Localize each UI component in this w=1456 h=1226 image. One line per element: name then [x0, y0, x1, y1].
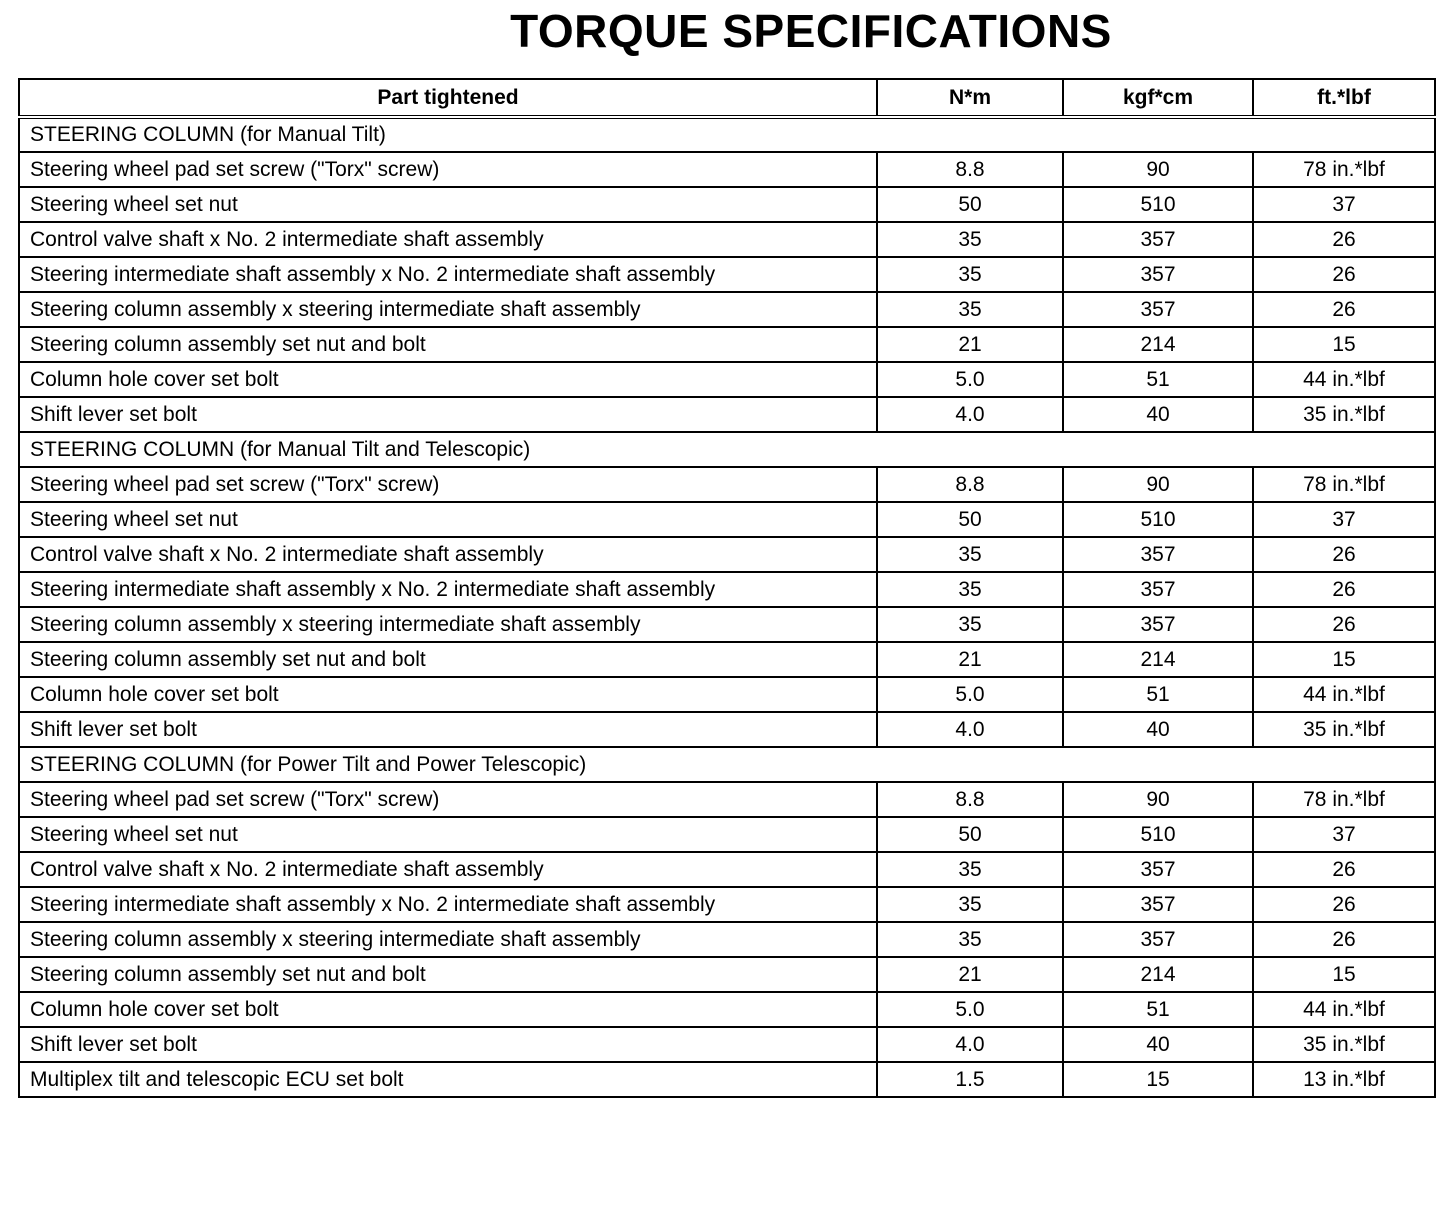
nm-cell: 8.8 — [877, 782, 1063, 817]
table-header-row — [19, 79, 1435, 117]
table-body — [19, 117, 1435, 1097]
kgf-cell: 40 — [1063, 712, 1253, 747]
kgf-cell: 357 — [1063, 222, 1253, 257]
table-row — [19, 1062, 1435, 1097]
ft-lbf-cell: 44 in.*lbf — [1253, 362, 1435, 397]
kgf-cell: 51 — [1063, 992, 1253, 1027]
kgf-cell: 357 — [1063, 887, 1253, 922]
ft-lbf-cell: 26 — [1253, 852, 1435, 887]
ft-lbf-cell: 44 in.*lbf — [1253, 992, 1435, 1027]
kgf-cell: 51 — [1063, 362, 1253, 397]
kgf-cell: 510 — [1063, 502, 1253, 537]
kgf-cell: 357 — [1063, 292, 1253, 327]
nm-cell: 5.0 — [877, 677, 1063, 712]
nm-cell: 50 — [877, 187, 1063, 222]
column-header-ft: ft.*lbf — [1253, 79, 1435, 117]
section-header-row — [19, 747, 1435, 782]
kgf-cell: 40 — [1063, 1027, 1253, 1062]
ft-lbf-cell: 26 — [1253, 537, 1435, 572]
nm-cell: 35 — [877, 537, 1063, 572]
part-cell: Shift lever set bolt — [19, 397, 877, 432]
kgf-cell: 214 — [1063, 957, 1253, 992]
ft-lbf-cell: 26 — [1253, 607, 1435, 642]
table-row — [19, 992, 1435, 1027]
table-row — [19, 362, 1435, 397]
table-row — [19, 852, 1435, 887]
nm-cell: 35 — [877, 257, 1063, 292]
nm-cell: 35 — [877, 222, 1063, 257]
kgf-cell: 51 — [1063, 677, 1253, 712]
table-row — [19, 327, 1435, 362]
nm-cell: 21 — [877, 327, 1063, 362]
ft-lbf-cell: 37 — [1253, 817, 1435, 852]
ft-lbf-cell: 35 in.*lbf — [1253, 712, 1435, 747]
table-row — [19, 642, 1435, 677]
kgf-cell: 214 — [1063, 642, 1253, 677]
nm-cell: 5.0 — [877, 992, 1063, 1027]
part-cell: Steering intermediate shaft assembly x No. 2 intermediate shaft assembly — [19, 572, 877, 607]
table-row — [19, 187, 1435, 222]
table-row — [19, 152, 1435, 187]
ft-lbf-cell: 26 — [1253, 257, 1435, 292]
part-cell: Steering column assembly x steering intermediate shaft assembly — [19, 922, 877, 957]
ft-lbf-cell: 37 — [1253, 187, 1435, 222]
part-cell: Steering wheel pad set screw ("Torx" screw) — [19, 467, 877, 502]
table-row — [19, 222, 1435, 257]
kgf-cell: 510 — [1063, 817, 1253, 852]
table-row — [19, 397, 1435, 432]
section-heading: STEERING COLUMN (for Manual Tilt and Telescopic) — [19, 432, 1435, 467]
nm-cell: 4.0 — [877, 397, 1063, 432]
nm-cell: 35 — [877, 572, 1063, 607]
kgf-cell: 357 — [1063, 537, 1253, 572]
ft-lbf-cell: 35 in.*lbf — [1253, 1027, 1435, 1062]
table-row — [19, 922, 1435, 957]
kgf-cell: 357 — [1063, 572, 1253, 607]
table-row — [19, 677, 1435, 712]
part-cell: Column hole cover set bolt — [19, 677, 877, 712]
kgf-cell: 510 — [1063, 187, 1253, 222]
part-cell: Steering wheel set nut — [19, 187, 877, 222]
kgf-cell: 40 — [1063, 397, 1253, 432]
nm-cell: 35 — [877, 922, 1063, 957]
nm-cell: 8.8 — [877, 467, 1063, 502]
table-row — [19, 257, 1435, 292]
ft-lbf-cell: 44 in.*lbf — [1253, 677, 1435, 712]
torque-specifications-table — [18, 78, 1436, 1098]
nm-cell: 35 — [877, 292, 1063, 327]
part-cell: Shift lever set bolt — [19, 712, 877, 747]
kgf-cell: 90 — [1063, 467, 1253, 502]
table-row — [19, 607, 1435, 642]
nm-cell: 1.5 — [877, 1062, 1063, 1097]
table-row — [19, 502, 1435, 537]
table-row — [19, 292, 1435, 327]
part-cell: Steering wheel pad set screw ("Torx" screw) — [19, 152, 877, 187]
table-row — [19, 467, 1435, 502]
kgf-cell: 357 — [1063, 922, 1253, 957]
nm-cell: 8.8 — [877, 152, 1063, 187]
nm-cell: 4.0 — [877, 1027, 1063, 1062]
kgf-cell: 90 — [1063, 782, 1253, 817]
nm-cell: 50 — [877, 817, 1063, 852]
section-header-row — [19, 117, 1435, 152]
ft-lbf-cell: 37 — [1253, 502, 1435, 537]
part-cell: Control valve shaft x No. 2 intermediate shaft assembly — [19, 537, 877, 572]
ft-lbf-cell: 78 in.*lbf — [1253, 467, 1435, 502]
table-row — [19, 1027, 1435, 1062]
kgf-cell: 357 — [1063, 852, 1253, 887]
ft-lbf-cell: 26 — [1253, 222, 1435, 257]
part-cell: Control valve shaft x No. 2 intermediate shaft assembly — [19, 222, 877, 257]
part-cell: Steering column assembly set nut and bolt — [19, 957, 877, 992]
ft-lbf-cell: 35 in.*lbf — [1253, 397, 1435, 432]
table-row — [19, 957, 1435, 992]
kgf-cell: 357 — [1063, 607, 1253, 642]
section-heading: STEERING COLUMN (for Power Tilt and Power Telescopic) — [19, 747, 1435, 782]
ft-lbf-cell: 26 — [1253, 292, 1435, 327]
part-cell: Steering column assembly x steering intermediate shaft assembly — [19, 607, 877, 642]
nm-cell: 35 — [877, 887, 1063, 922]
nm-cell: 5.0 — [877, 362, 1063, 397]
part-cell: Steering column assembly x steering intermediate shaft assembly — [19, 292, 877, 327]
kgf-cell: 357 — [1063, 257, 1253, 292]
nm-cell: 21 — [877, 642, 1063, 677]
ft-lbf-cell: 78 in.*lbf — [1253, 152, 1435, 187]
ft-lbf-cell: 78 in.*lbf — [1253, 782, 1435, 817]
column-header-part: Part tightened — [19, 79, 877, 117]
kgf-cell: 15 — [1063, 1062, 1253, 1097]
table-row — [19, 572, 1435, 607]
table-row — [19, 712, 1435, 747]
part-cell: Control valve shaft x No. 2 intermediate shaft assembly — [19, 852, 877, 887]
ft-lbf-cell: 26 — [1253, 887, 1435, 922]
part-cell: Steering wheel set nut — [19, 817, 877, 852]
nm-cell: 21 — [877, 957, 1063, 992]
part-cell: Multiplex tilt and telescopic ECU set bolt — [19, 1062, 877, 1097]
part-cell: Column hole cover set bolt — [19, 992, 877, 1027]
ft-lbf-cell: 26 — [1253, 572, 1435, 607]
part-cell: Steering wheel pad set screw ("Torx" screw) — [19, 782, 877, 817]
page-title: TORQUE SPECIFICATIONS — [510, 5, 1112, 57]
nm-cell: 35 — [877, 607, 1063, 642]
ft-lbf-cell: 15 — [1253, 957, 1435, 992]
ft-lbf-cell: 13 in.*lbf — [1253, 1062, 1435, 1097]
part-cell: Steering intermediate shaft assembly x No. 2 intermediate shaft assembly — [19, 257, 877, 292]
column-header-kgf: kgf*cm — [1063, 79, 1253, 117]
ft-lbf-cell: 15 — [1253, 327, 1435, 362]
table-row — [19, 537, 1435, 572]
nm-cell: 35 — [877, 852, 1063, 887]
part-cell: Steering wheel set nut — [19, 502, 877, 537]
part-cell: Column hole cover set bolt — [19, 362, 877, 397]
part-cell: Shift lever set bolt — [19, 1027, 877, 1062]
section-heading: STEERING COLUMN (for Manual Tilt) — [19, 117, 1435, 152]
part-cell: Steering column assembly set nut and bolt — [19, 327, 877, 362]
part-cell: Steering intermediate shaft assembly x No. 2 intermediate shaft assembly — [19, 887, 877, 922]
section-header-row — [19, 432, 1435, 467]
table-row — [19, 817, 1435, 852]
column-header-nm: N*m — [877, 79, 1063, 117]
table-row — [19, 782, 1435, 817]
nm-cell: 50 — [877, 502, 1063, 537]
kgf-cell: 90 — [1063, 152, 1253, 187]
ft-lbf-cell: 15 — [1253, 642, 1435, 677]
table-row — [19, 887, 1435, 922]
part-cell: Steering column assembly set nut and bolt — [19, 642, 877, 677]
nm-cell: 4.0 — [877, 712, 1063, 747]
kgf-cell: 214 — [1063, 327, 1253, 362]
ft-lbf-cell: 26 — [1253, 922, 1435, 957]
